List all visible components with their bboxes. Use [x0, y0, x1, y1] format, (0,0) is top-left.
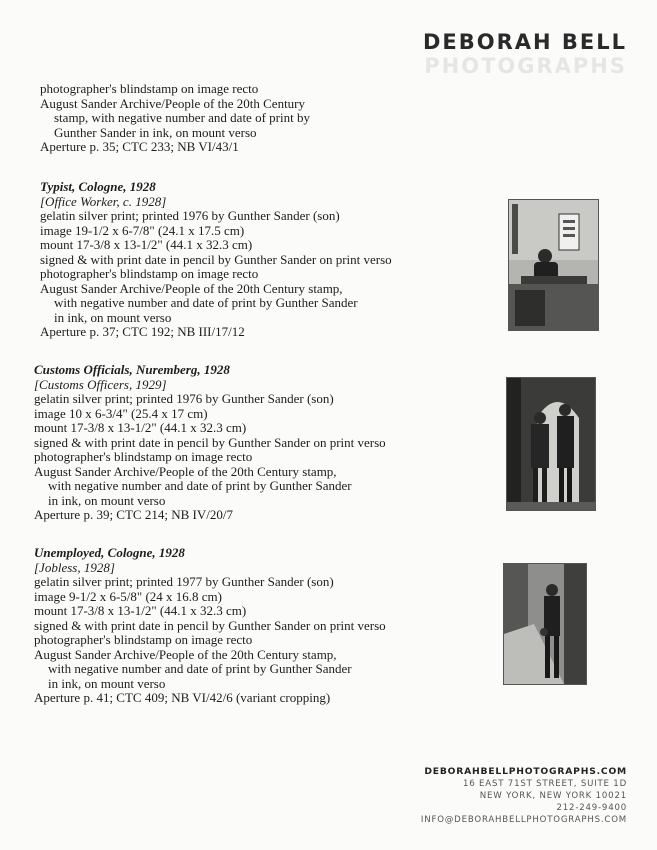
entry-line: photographer's blindstamp on image recto: [40, 81, 259, 96]
brand-name: DEBORAH BELL: [422, 30, 627, 54]
phone-number: 212-249-9400: [556, 803, 627, 813]
entry-line: August Sander Archive/People of the 20th Century: [40, 95, 306, 111]
entry-line: August Sander Archive/People of the 20th Century stamp,: [34, 463, 337, 479]
entry-line: mount 17-3/8 x 13-1/2" (44.1 x 32.3 cm): [40, 237, 253, 252]
entry-title: Customs Officials, Nuremberg, 1928: [34, 362, 230, 377]
entry-alt-title: [Customs Officers, 1929]: [34, 376, 167, 392]
entry-line: gelatin silver print; printed 1976 by Gunther Sander (son): [40, 208, 340, 223]
email-link[interactable]: INFO@DEBORAHBELLPHOTOGRAPHS.COM: [420, 815, 627, 825]
entry-line: gelatin silver print; printed 1976 by Gunther Sander (son): [34, 391, 334, 406]
entry-alt-title: [Jobless, 1928]: [34, 559, 115, 575]
entry-customs-officials: [34, 363, 386, 523]
entry-line: mount 17-3/8 x 13-1/2" (44.1 x 32.3 cm): [34, 420, 247, 435]
entry-line: image 19-1/2 x 6-7/8" (24.1 x 17.5 cm): [40, 222, 245, 238]
entry-unemployed: [34, 546, 386, 706]
entry-alt-title: [Office Worker, c. 1928]: [40, 193, 167, 209]
entry-line: mount 17-3/8 x 13-1/2" (44.1 x 32.3 cm): [34, 603, 247, 618]
entry-typist: [40, 180, 392, 340]
entry-line: signed & with print date in pencil by Gunther Sander on print verso: [34, 617, 386, 633]
website-link[interactable]: DEBORAHBELLPHOTOGRAPHS.COM: [424, 766, 627, 777]
entry-line: image 10 x 6-3/4" (25.4 x 17 cm): [34, 405, 208, 421]
address-line-2: NEW YORK, NEW YORK 10021: [479, 791, 627, 801]
entry-line: in ink, on mount verso: [54, 309, 172, 325]
entry-line: photographer's blindstamp on image recto: [34, 632, 253, 647]
entry-line: Aperture p. 41; CTC 409; NB VI/42/6 (variant cropping): [34, 690, 331, 705]
entry-line: stamp, with negative number and date of print by: [54, 110, 310, 125]
entry-continuation: [40, 82, 310, 155]
contact-footer: [421, 766, 627, 826]
entry-line: Aperture p. 39; CTC 214; NB IV/20/7: [34, 507, 233, 522]
entry-line: image 9-1/2 x 6-5/8" (24 x 16.8 cm): [34, 588, 222, 604]
entry-line: August Sander Archive/People of the 20th Century stamp,: [40, 280, 343, 296]
entry-title: Unemployed, Cologne, 1928: [34, 545, 185, 560]
entry-line: signed & with print date in pencil by Gunther Sander on print verso: [40, 251, 392, 267]
entry-line: gelatin silver print; printed 1977 by Gunther Sander (son): [34, 574, 334, 589]
entry-line: photographer's blindstamp on image recto: [34, 449, 253, 464]
typist-photo: [508, 199, 599, 331]
entry-line: with negative number and date of print by Gunther Sander: [48, 478, 352, 493]
entry-line: in ink, on mount verso: [48, 675, 166, 691]
entry-line: Aperture p. 35; CTC 233; NB VI/43/1: [40, 139, 239, 154]
entry-title: Typist, Cologne, 1928: [40, 179, 156, 194]
entry-line: August Sander Archive/People of the 20th Century stamp,: [34, 646, 337, 662]
brand-subtitle: PHOTOGRAPHS: [424, 54, 627, 78]
entry-line: with negative number and date of print by Gunther Sander: [48, 661, 352, 676]
entry-line: with negative number and date of print by Gunther Sander: [54, 295, 358, 310]
customs-officials-photo: [506, 377, 596, 511]
unemployed-photo: [503, 563, 587, 685]
address-line-1: 16 EAST 71ST STREET, SUITE 1D: [462, 779, 627, 789]
brand-logo: [423, 30, 627, 78]
entry-line: Aperture p. 37; CTC 192; NB III/17/12: [40, 324, 245, 339]
entry-line: photographer's blindstamp on image recto: [40, 266, 259, 281]
entry-line: in ink, on mount verso: [48, 492, 166, 508]
entry-line: signed & with print date in pencil by Gunther Sander on print verso: [34, 434, 386, 450]
entry-line: Gunther Sander in ink, on mount verso: [54, 124, 257, 140]
